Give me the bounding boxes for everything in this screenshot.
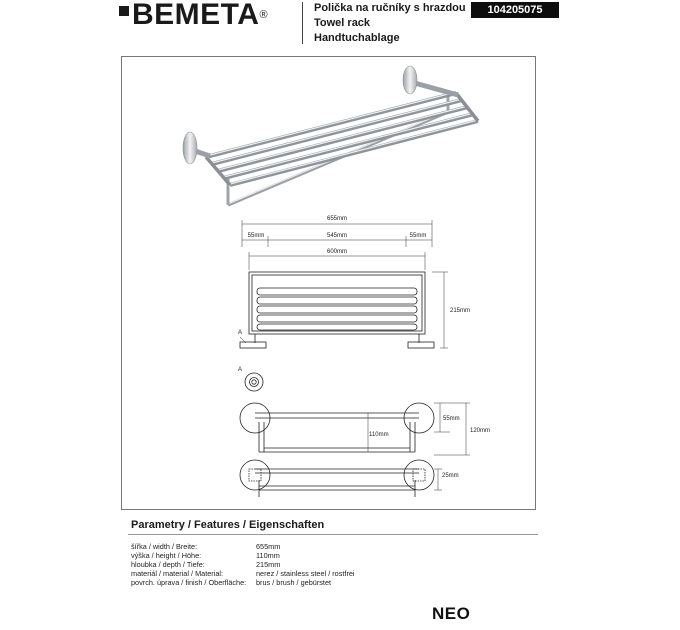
dim-bar-label: 110mm bbox=[369, 432, 389, 438]
product-title-cz: Polička na ručníky s hrazdou bbox=[314, 2, 466, 14]
product-code-badge: 104205075 bbox=[471, 2, 559, 18]
dim-right-label: 55mm bbox=[409, 233, 427, 239]
detail-a-label: A bbox=[238, 367, 243, 373]
parameters-title: Parametry / Features / Eigenschaften bbox=[131, 519, 325, 531]
product-render bbox=[183, 66, 478, 205]
dim-bar-gap-label: 25mm bbox=[442, 473, 459, 479]
dimension-lines-top bbox=[242, 220, 432, 270]
param-value-finish: brus / brush / gebürstet bbox=[256, 578, 332, 587]
param-label-height: výška / height / Höhe: bbox=[131, 551, 202, 560]
dim-inner-label: 600mm bbox=[326, 249, 348, 255]
dimension-bar-gap bbox=[434, 469, 442, 490]
dimension-depth bbox=[368, 403, 470, 455]
param-label-finish: povrch. úprava / finish / Oberfläche: bbox=[131, 578, 247, 587]
dim-depth-short-label: 55mm bbox=[443, 416, 460, 422]
param-label-material: materiál / material / Material: bbox=[131, 569, 224, 578]
top-view-lower bbox=[240, 460, 434, 497]
product-title-de: Handtuchablage bbox=[314, 32, 400, 44]
dim-height-label: 215mm bbox=[450, 308, 471, 314]
dimension-height bbox=[432, 272, 448, 348]
param-value-material: nerez / stainless steel / rostfrei bbox=[256, 569, 355, 578]
series-name: NEO bbox=[432, 604, 471, 623]
param-value-height: 110mm bbox=[256, 551, 280, 560]
section-marker-a: A bbox=[238, 330, 243, 336]
dim-middle-label: 545mm bbox=[326, 233, 348, 239]
dim-total-label: 655mm bbox=[326, 216, 348, 222]
product-title-en: Towel rack bbox=[314, 17, 371, 29]
param-label-depth: hloubka / depth / Tiefe: bbox=[131, 560, 205, 569]
detail-a-rosette bbox=[245, 373, 263, 391]
dim-left-label: 55mm bbox=[247, 233, 265, 239]
top-view-upper bbox=[240, 403, 434, 452]
parameters-divider bbox=[128, 534, 538, 535]
brand-logo: BEMETA® bbox=[132, 0, 269, 31]
dim-depth-total-label: 120mm bbox=[470, 428, 491, 434]
front-elevation bbox=[240, 272, 434, 348]
param-label-width: šířka / width / Breite: bbox=[131, 542, 198, 551]
param-value-width: 655mm bbox=[256, 542, 281, 551]
param-value-depth: 215mm bbox=[256, 560, 281, 569]
